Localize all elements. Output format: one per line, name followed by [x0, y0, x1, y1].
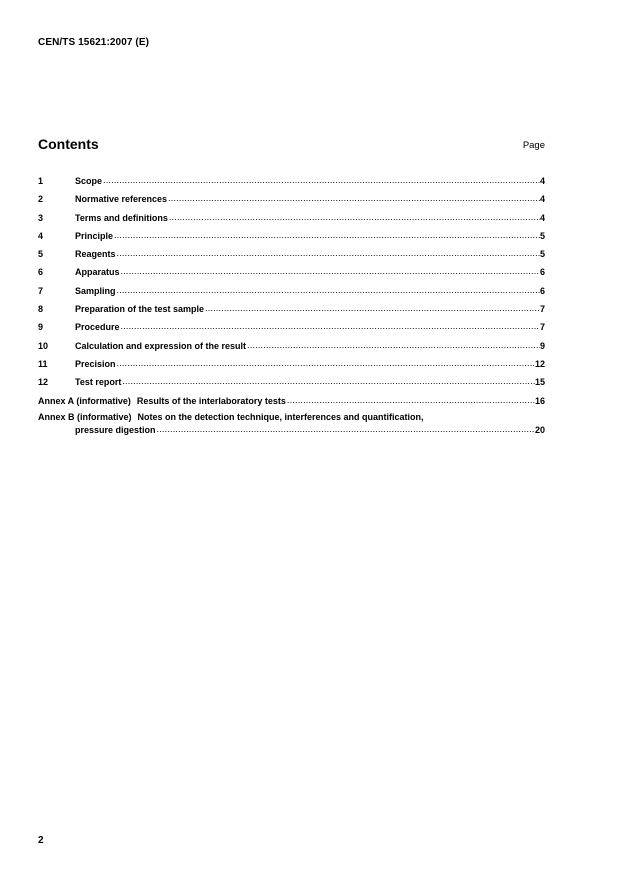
toc-entry-number: 12 [38, 377, 49, 388]
toc-entry-number: 10 [38, 340, 49, 351]
toc-entry-number: 7 [38, 285, 44, 296]
toc-entry-number: 3 [38, 212, 44, 223]
toc-entry-title: Reagents [75, 249, 116, 260]
toc-entry-title: Principle [75, 230, 114, 241]
toc-entry-11[interactable] [38, 357, 545, 375]
toc-entry-page: 5 [539, 249, 545, 260]
toc-entry-page: 6 [539, 285, 545, 296]
toc-entry-5[interactable] [38, 247, 545, 265]
dot-leader [205, 302, 540, 312]
contents-heading: Contents [38, 136, 99, 152]
toc-entry-page: 9 [539, 340, 545, 351]
toc-entry-title: Scope [75, 176, 103, 186]
annex-title-line-1: Notes on the detection technique, interferences and quantification, [137, 411, 424, 422]
toc-entry-number: 4 [38, 230, 44, 241]
page-number: 2 [38, 835, 44, 846]
toc-entry-page: 5 [539, 230, 545, 241]
document-id-header: CEN/TS 15621:2007 (E) [38, 37, 150, 48]
toc-entry-title: Preparation of the test sample [75, 304, 205, 315]
toc-entry-page: 12 [534, 358, 545, 369]
dot-leader [157, 423, 535, 433]
dot-leader [121, 265, 540, 275]
toc-entry-page: 4 [539, 176, 545, 186]
toc-entry-number: 8 [38, 304, 44, 315]
toc-entry-title: Precision [75, 358, 116, 369]
annex-label: Annex B (informative) [38, 411, 132, 422]
dot-leader [117, 247, 540, 257]
toc-annex-b[interactable] [38, 412, 545, 435]
toc-entry-9[interactable] [38, 320, 545, 338]
dot-leader [117, 284, 540, 294]
toc-entry-title: Terms and definitions [75, 212, 168, 223]
toc-entry-title: Procedure [75, 322, 120, 333]
toc-entry-title: Calculation and expression of the result [75, 340, 247, 351]
toc-entry-number: 9 [38, 322, 44, 333]
dot-leader [287, 394, 535, 404]
annex-title-line-2: pressure digestion [75, 424, 156, 435]
annex-label: Annex A (informative) [38, 395, 131, 406]
dot-leader [169, 211, 540, 221]
toc-entry-page: 16 [534, 395, 545, 406]
toc-entry-page: 4 [539, 194, 545, 205]
table-of-contents [38, 174, 545, 435]
dot-leader [122, 375, 535, 385]
toc-entry-8[interactable] [38, 302, 545, 320]
toc-entry-2[interactable] [38, 192, 545, 210]
toc-entry-number: 6 [38, 267, 44, 278]
dot-leader [168, 192, 540, 202]
dot-leader [103, 174, 540, 184]
dot-leader [247, 339, 540, 349]
toc-annex-a[interactable] [38, 394, 545, 412]
toc-entry-page: 15 [534, 377, 545, 388]
toc-entry-number: 1 [38, 176, 44, 186]
toc-entry-3[interactable] [38, 211, 545, 229]
toc-entry-number: 2 [38, 194, 44, 205]
dot-leader [114, 229, 540, 239]
toc-entry-page: 7 [539, 322, 545, 333]
annex-title: Results of the interlaboratory tests [136, 395, 286, 406]
toc-entry-title: Test report [75, 377, 122, 388]
toc-entry-4[interactable] [38, 229, 545, 247]
toc-entry-title: Sampling [75, 285, 116, 296]
toc-entry-7[interactable] [38, 284, 545, 302]
toc-entry-12[interactable] [38, 375, 545, 393]
toc-entry-title: Normative references [75, 194, 168, 205]
toc-entry-page: 20 [534, 424, 545, 435]
toc-entry-page: 4 [539, 212, 545, 223]
page-column-label: Page [522, 140, 545, 151]
toc-entry-number: 11 [38, 358, 48, 369]
dot-leader [121, 320, 540, 330]
toc-entry-number: 5 [38, 249, 44, 260]
toc-entry-title: Apparatus [75, 267, 120, 278]
dot-leader [117, 357, 535, 367]
toc-entry-10[interactable] [38, 339, 545, 357]
toc-entry-1[interactable] [38, 174, 545, 192]
toc-entry-page: 7 [539, 304, 545, 315]
toc-entry-6[interactable] [38, 265, 545, 283]
toc-entry-page: 6 [539, 267, 545, 278]
